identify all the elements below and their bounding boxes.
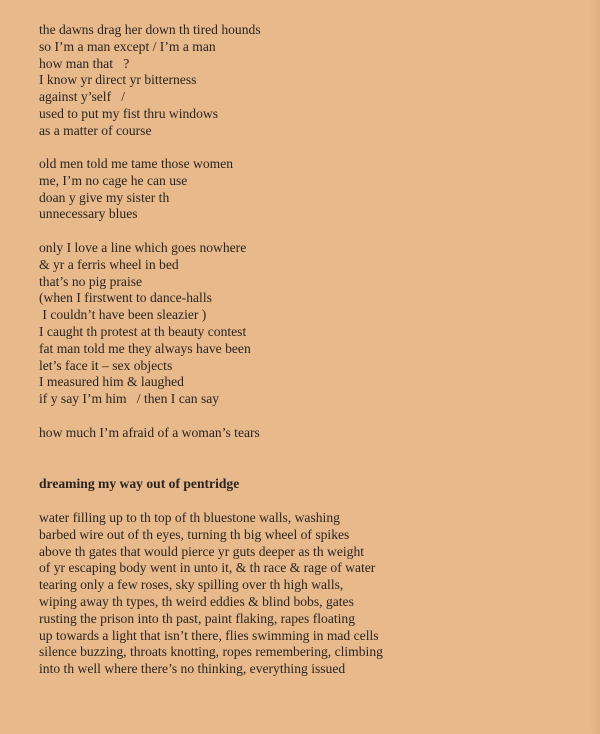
poem-body <box>39 510 383 678</box>
poem-line: that’s no pig praise <box>39 273 143 289</box>
poem-line: up towards a light that isn’t there, flies swimming in mad cells <box>39 627 379 643</box>
page-edge-shadow <box>590 0 600 734</box>
poem-line: only I love a line which goes nowhere <box>39 240 247 255</box>
poem-stanza-2 <box>39 156 233 223</box>
poem-line: doan y give my sister th <box>39 189 170 205</box>
poem-title <box>39 476 239 493</box>
poem-title-text: dreaming my way out of pentridge <box>39 476 240 491</box>
poem-line: used to put my fist thru windows <box>39 105 218 121</box>
poem-line: how much I’m afraid of a woman’s tears <box>39 425 260 440</box>
poem-line: into th well where there’s no thinking, everything issued <box>39 661 346 677</box>
poem-line: I caught th protest at th beauty contest <box>39 323 247 339</box>
poem-line: the dawns drag her down th tired hounds <box>39 22 261 37</box>
poem-line: tearing only a few roses, sky spilling over th high walls, <box>39 577 344 593</box>
poem-line: let’s face it – sex objects <box>39 357 173 373</box>
poem-stanza-4 <box>39 425 260 442</box>
poem-line: I couldn’t have been sleazier ) <box>39 307 207 323</box>
poem-line: above th gates that would pierce yr guts deeper as th weight <box>39 543 365 559</box>
poem-line: old men told me tame those women <box>39 156 234 171</box>
poem-line: of yr escaping body went in unto it, & th race & rage of water <box>39 560 376 576</box>
poem-line: rusting the prison into th past, paint flaking, rapes floating <box>39 610 356 626</box>
poem-line: (when I firstwent to dance-halls <box>39 290 212 306</box>
poem-line: if y say I’m him / then I can say <box>39 391 220 407</box>
poem-line: silence buzzing, throats knotting, ropes remembering, climbing <box>39 644 383 660</box>
poem-line: so I’m a man except / I’m a man <box>39 38 216 54</box>
poem-line: against y’self / <box>39 89 126 105</box>
poem-line: wiping away th types, th weird eddies & blind bobs, gates <box>39 593 354 609</box>
poem-stanza-1 <box>39 22 261 140</box>
poem-line: as a matter of course <box>39 122 152 138</box>
poem-line: me, I’m no cage he can use <box>39 172 188 188</box>
poem-line: how man that ? <box>39 55 130 71</box>
poem-line: fat man told me they always have been <box>39 340 251 356</box>
poem-line: water filling up to th top of th bluestone walls, washing <box>39 510 340 525</box>
poem-line: & yr a ferris wheel in bed <box>39 256 179 272</box>
poem-line: barbed wire out of th eyes, turning th big wheel of spikes <box>39 526 350 542</box>
poem-line: I measured him & laughed <box>39 374 184 390</box>
poem-line: I know yr direct yr bitterness <box>39 72 197 88</box>
poem-line: unnecessary blues <box>39 206 138 222</box>
poem-stanza-3 <box>39 240 251 408</box>
